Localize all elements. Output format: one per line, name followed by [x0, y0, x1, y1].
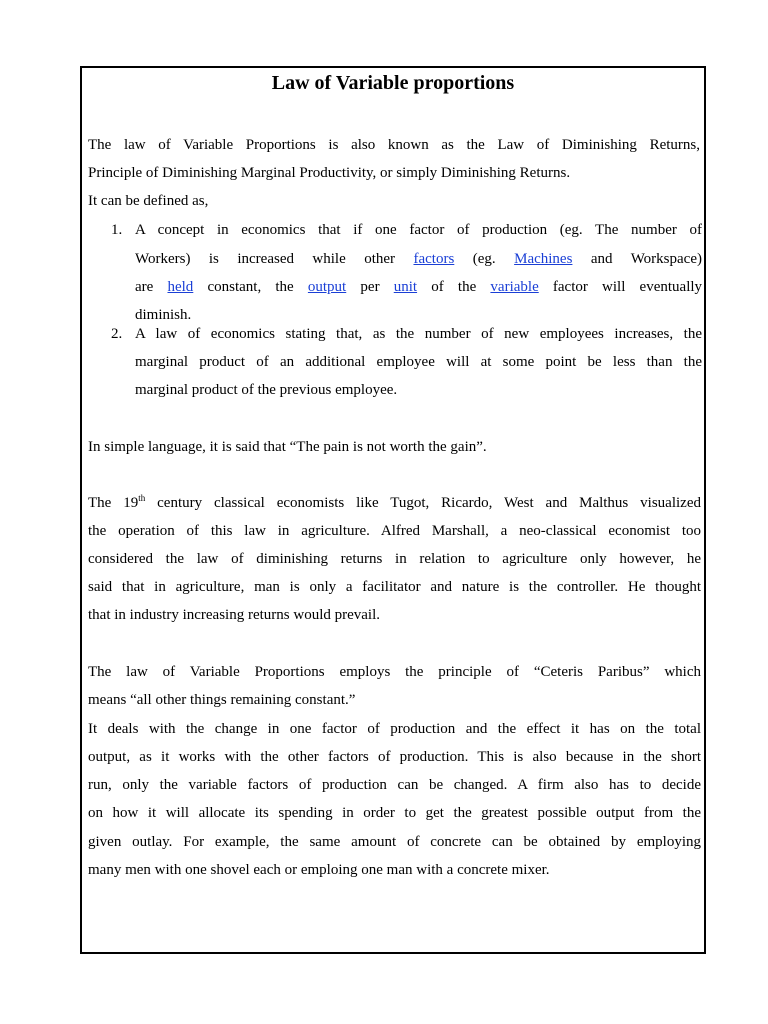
link-output[interactable]: output — [307, 279, 347, 295]
link-variable[interactable]: variable — [490, 279, 539, 295]
list-item-text: factor will eventually — [552, 279, 703, 295]
paragraph-line: said that in agriculture, man is only a facilitator and nature is the controller. He thought — [88, 579, 701, 595]
paragraph-line: on how it will allocate its spending in order to get the greatest possible output from the — [88, 805, 701, 821]
list-item-text: are — [135, 279, 154, 295]
superscript: th — [138, 493, 146, 503]
list-item-text: and Workspace) — [590, 251, 702, 267]
list-item-line: diminish. — [135, 307, 192, 323]
link-machines[interactable]: Machines — [514, 251, 573, 267]
paragraph-line: The law of Variable Proportions is also known as the Law of Diminishing Returns, — [88, 137, 700, 153]
paragraph-line: output, as it works with the other factors of production. This is also because in the short — [88, 749, 701, 765]
paragraph-line: It can be defined as, — [88, 193, 209, 209]
paragraph-line: It deals with the change in one factor of production and the effect it has on the total — [88, 721, 701, 737]
list-item-line — [135, 278, 702, 296]
paragraph-line: considered the law of diminishing returns in relation to agriculture only however, he — [88, 551, 701, 567]
paragraph-line: the operation of this law in agriculture. Alfred Marshall, a neo-classical economist too — [88, 523, 701, 539]
list-item-line: marginal product of an additional employee will at some point be less than the — [135, 354, 702, 370]
list-item-text: of the — [431, 279, 477, 295]
paragraph-line: means “all other things remaining constant.” — [88, 692, 356, 708]
paragraph-line: that in industry increasing returns would prevail. — [88, 607, 381, 623]
list-item-text: Workers) is increased while other — [135, 251, 396, 267]
list-item-line: A concept in economics that if one factor of production (eg. The number of — [135, 222, 702, 238]
list-number: 1. — [111, 222, 123, 238]
paragraph-line: The law of Variable Proportions employs the principle of “Ceteris Paribus” which — [88, 664, 701, 680]
paragraph-line: In simple language, it is said that “The pain is not worth the gain”. — [88, 439, 487, 455]
paragraph-line: Principle of Diminishing Marginal Productivity, or simply Diminishing Returns. — [88, 165, 571, 181]
list-item-line: marginal product of the previous employee. — [135, 382, 398, 398]
paragraph-line — [88, 494, 701, 512]
list-item-text: constant, the — [207, 279, 294, 295]
paragraph-line: run, only the variable factors of production can be changed. A firm also has to decide — [88, 777, 701, 793]
document-title: Law of Variable proportions — [271, 72, 515, 94]
paragraph-line: given outlay. For example, the same amount of concrete can be obtained by employing — [88, 834, 701, 850]
list-number: 2. — [111, 326, 123, 342]
paragraph-text: century classical economists like Tugot, Ricardo, West and Malthus visualized — [145, 495, 701, 511]
link-held[interactable]: held — [167, 279, 194, 295]
list-item-line — [135, 250, 702, 268]
paragraph-text: The 19 — [88, 495, 139, 511]
list-item-text: per — [360, 279, 380, 295]
list-item-text: (eg. — [472, 251, 496, 267]
link-factors[interactable]: factors — [413, 251, 455, 267]
paragraph-line: many men with one shovel each or emploing one man with a concrete mixer. — [88, 862, 550, 878]
list-item-line: A law of economics stating that, as the number of new employees increases, the — [135, 326, 702, 342]
link-unit[interactable]: unit — [393, 279, 418, 295]
